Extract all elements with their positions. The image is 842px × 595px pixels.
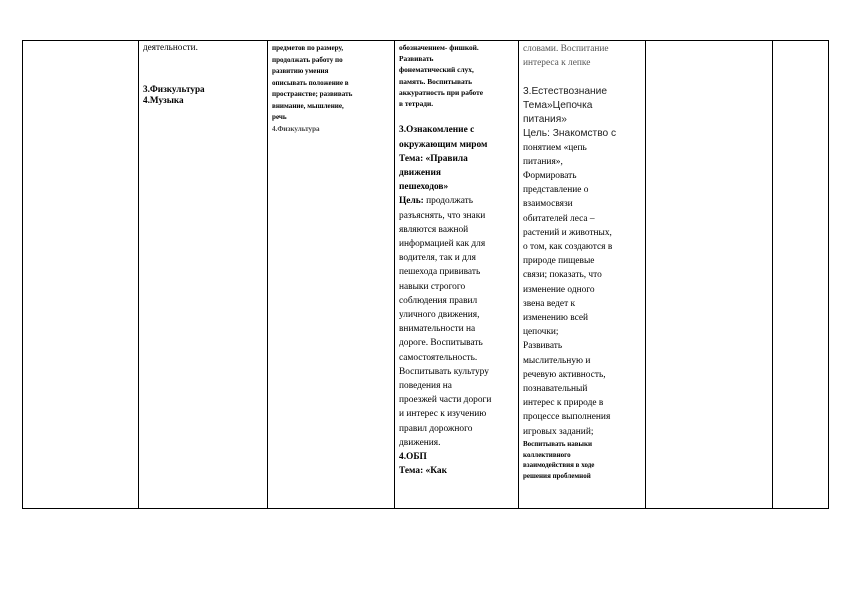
topic-line: Тема»Цепочка xyxy=(523,99,593,111)
text-line: мыслительную и xyxy=(523,355,591,366)
activities-cell-2 xyxy=(139,41,268,509)
text-line: питания», xyxy=(523,156,563,167)
text-line: изменение одного xyxy=(523,284,595,295)
text-line: навыки строгого xyxy=(399,281,466,292)
text-line: информацией как для xyxy=(399,239,486,250)
text-line: разъяснять, что знаки xyxy=(399,210,486,221)
activities-cell-3 xyxy=(268,41,395,509)
text-line: деятельности. xyxy=(143,42,198,52)
text-line: растений и животных, xyxy=(523,227,612,238)
text-line: соблюдения правил xyxy=(399,295,478,306)
text-line: природе пищевые xyxy=(523,256,595,267)
text-line: Воспитывать культуру xyxy=(399,366,489,377)
text-line: Формировать xyxy=(523,171,577,182)
activities-cell-5 xyxy=(519,41,646,509)
text-line: связи; показать, что xyxy=(523,270,602,281)
text-line: уличного движения, xyxy=(399,310,480,321)
text-line: обозначением- фишкой. xyxy=(399,43,479,52)
text-line: предметов по размеру, xyxy=(272,44,344,52)
text-line: самостоятельность. xyxy=(399,352,478,363)
text-line: Развивать xyxy=(523,341,563,352)
text-line: аккуратность при работе xyxy=(399,87,484,97)
text-line: пешехода прививать xyxy=(399,267,481,278)
text-line: Воспитывать навыки xyxy=(523,439,593,448)
text-line: и интерес к изучению xyxy=(399,409,487,420)
text-line: о том, как создаются в xyxy=(523,242,613,253)
text-line: являются важной xyxy=(399,224,469,235)
text-line: пространстве; развивать xyxy=(272,90,353,98)
text-line: понятием «цепь xyxy=(523,142,587,153)
topic-line: питания» xyxy=(523,113,567,125)
empty-cell xyxy=(773,41,829,509)
activity-item-3: 3.Естествознание xyxy=(523,85,608,97)
text-line: решения проблемной xyxy=(523,472,591,481)
topic-line: Тема: «Как xyxy=(399,466,447,477)
text-line: дороге. Воспитывать xyxy=(399,338,483,349)
schedule-table xyxy=(22,40,829,509)
goal-text: продолжать xyxy=(423,196,474,207)
text-line: интерес к природе в xyxy=(523,398,604,409)
text-line: изменению всей xyxy=(523,313,589,324)
activity-item-4: 4.Физкультура xyxy=(272,124,320,133)
goal-label: Цель: xyxy=(399,196,424,207)
activity-item-3-cont: окружающим миром xyxy=(399,139,488,150)
text-line: проезжей части дороги xyxy=(399,395,492,406)
text-line: обитателей леса – xyxy=(523,213,595,224)
text-line: фонематический слух, xyxy=(399,65,474,75)
text-line: поведения на xyxy=(399,381,452,392)
text-line: внимание, мышление, xyxy=(272,101,344,110)
text-line: взаимосвязи xyxy=(523,199,573,210)
text-line: коллективного xyxy=(523,450,571,459)
text-line: продолжать работу по xyxy=(272,55,343,64)
text-line: водителя, так и для xyxy=(399,253,476,264)
text-line: процессе выполнения xyxy=(523,412,611,423)
text-line: звена ведет к xyxy=(523,298,576,309)
text-line: память. Воспитывать xyxy=(399,76,473,86)
activity-item-3: 3.Физкультура xyxy=(143,84,205,95)
topic-line: движения xyxy=(399,168,441,179)
activities-cell-4 xyxy=(395,41,519,509)
text-line: внимательности на xyxy=(399,324,476,335)
table-row xyxy=(23,41,829,509)
topic-line: пешеходов» xyxy=(399,182,449,193)
text-line: движения. xyxy=(399,437,441,448)
text-line: Развивать xyxy=(399,54,434,64)
text-line: речевую активность, xyxy=(523,369,606,380)
text-line: цепочки; xyxy=(523,327,559,338)
empty-cell xyxy=(646,41,773,509)
text-line: познавательный xyxy=(523,384,588,395)
text-line: в тетради. xyxy=(399,99,434,109)
text-line: описывать положение в xyxy=(272,78,349,87)
text-line: развитию умения xyxy=(272,67,329,75)
text-line: представление о xyxy=(523,185,589,196)
empty-day-cell xyxy=(23,41,139,509)
activity-item-4: 4.ОБП xyxy=(399,452,427,463)
text-line: речь xyxy=(272,113,287,121)
goal-line xyxy=(399,194,514,208)
goal-line: Цель: Знакомство с xyxy=(523,127,617,139)
text-line: взаимодействия в ходе xyxy=(523,461,595,470)
text-line: интереса к лепке xyxy=(523,58,591,69)
text-line: правил дорожного xyxy=(399,423,473,434)
topic-line: Тема: «Правила xyxy=(399,153,468,164)
activity-item-4: 4.Музыка xyxy=(143,94,184,105)
activity-item-3: 3.Ознакомление с xyxy=(399,125,475,136)
text-line: игровых заданий; xyxy=(523,426,594,437)
text-line: словами. Воспитание xyxy=(523,44,609,54)
